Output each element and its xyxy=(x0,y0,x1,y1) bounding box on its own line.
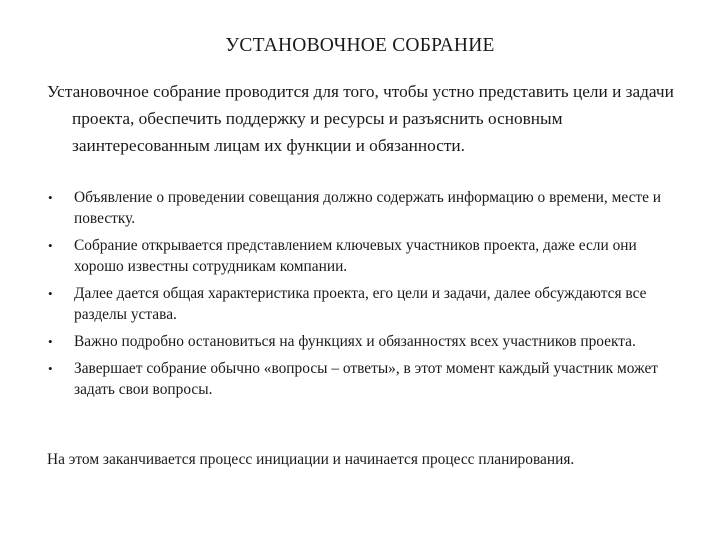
bullet-item xyxy=(48,283,688,325)
bullet-item xyxy=(48,187,688,229)
bullet-text: Собрание открывается представлением ключевых участников проекта, даже если они хорошо известны сотрудникам компании. xyxy=(74,237,637,275)
bullet-icon: • xyxy=(48,238,53,253)
bullet-item xyxy=(48,331,688,352)
bullet-text: Объявление о проведении совещания должно содержать информацию о времени, месте и повестку. xyxy=(74,189,662,227)
bullet-text: Далее дается общая характеристика проекта, его цели и задачи, далее обсуждаются все разделы устава. xyxy=(74,285,647,323)
bullet-icon: • xyxy=(48,190,53,205)
bullet-icon: • xyxy=(48,286,53,301)
bullet-icon: • xyxy=(48,334,53,349)
slide-title: УСТАНОВОЧНОЕ СОБРАНИЕ xyxy=(225,35,495,56)
bullet-text: Завершает собрание обычно «вопросы – ответы», в этот момент каждый участник может задать свои вопросы. xyxy=(74,360,659,398)
conclusion-paragraph: На этом заканчивается процесс инициации и начинается процесс планирования. xyxy=(47,451,575,468)
intro-paragraph: Установочное собрание проводится для того, чтобы устно представить цели и задачи проекта, обеспечить поддержку и ресурсы и разъяснить основным заинтересованным лицам их функции и обязанности. xyxy=(47,82,674,155)
bullet-icon: • xyxy=(48,361,53,376)
bullet-item xyxy=(48,358,688,400)
bullet-item xyxy=(48,235,688,277)
bullet-list xyxy=(48,187,688,406)
bullet-text: Важно подробно остановиться на функциях и обязанностях всех участников проекта. xyxy=(74,333,636,350)
